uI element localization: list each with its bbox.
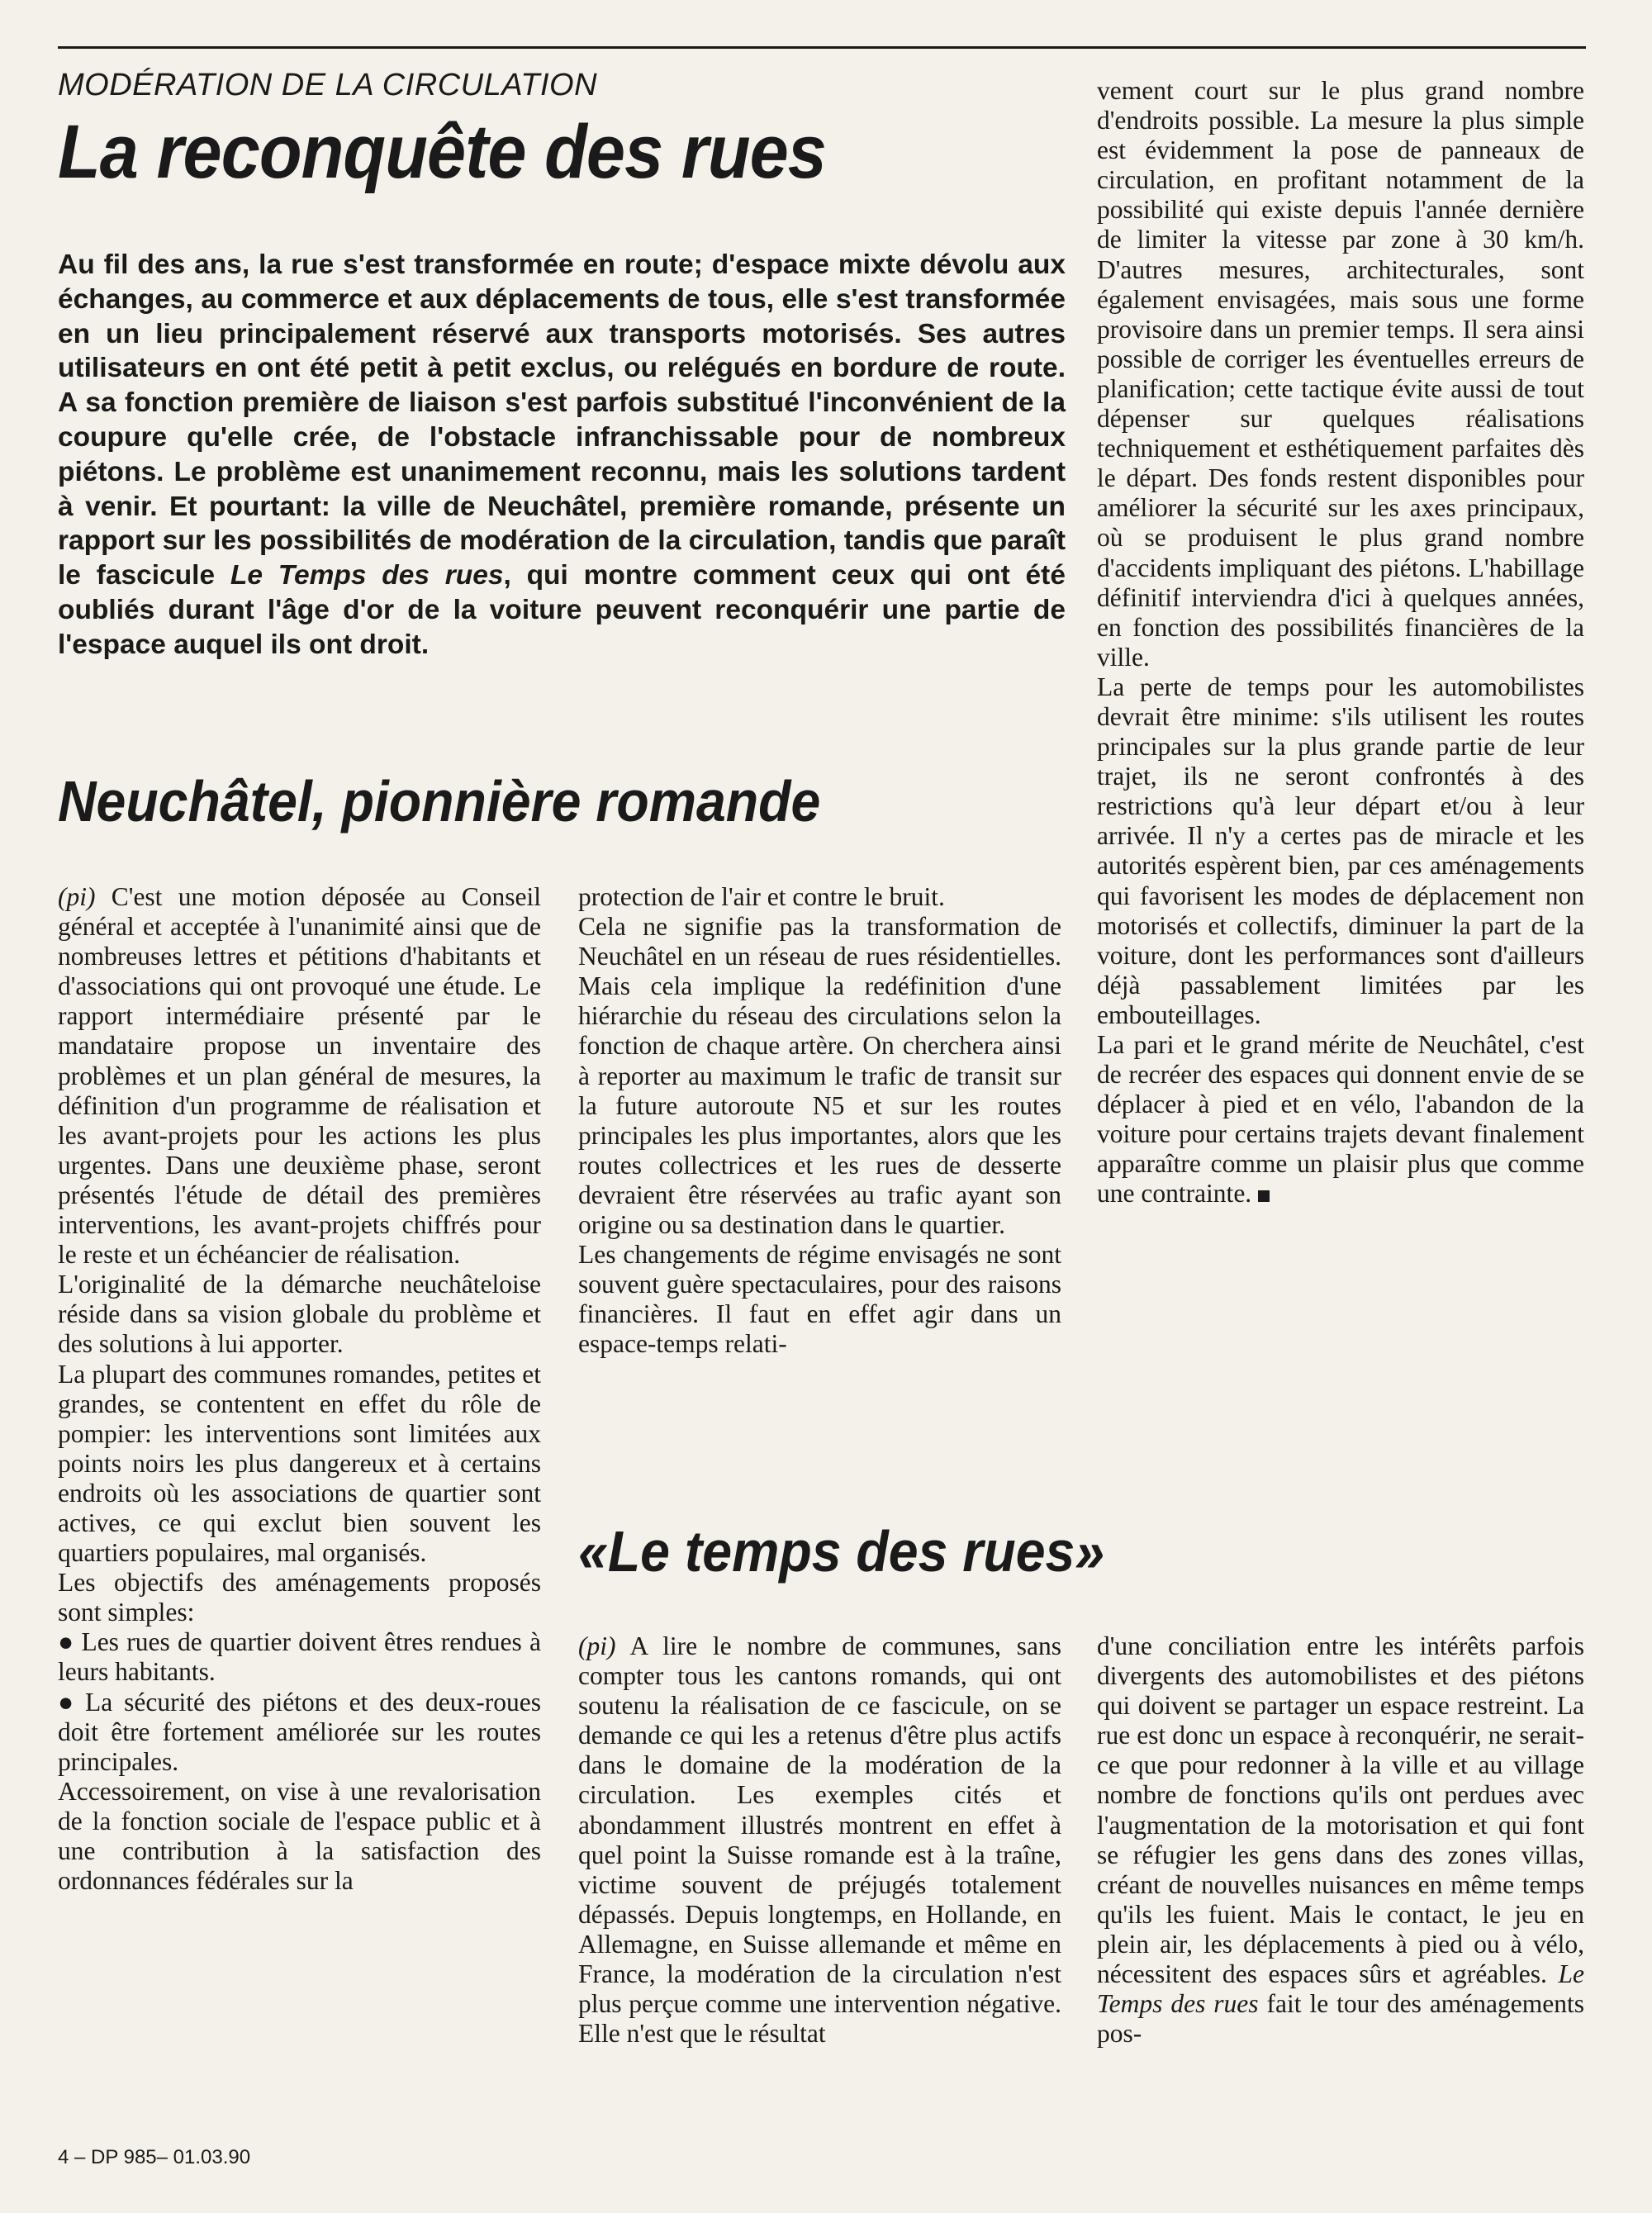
paragraph: vement court sur le plus grand nombre d'endroits possible. La mesure la plus simple est évidemment la pose de panneaux de circulation, en profitant notamment de la possibilité qui existe depuis l'année dernière de limiter la vitesse par zone à 30 km/h. D'autres mesures, architecturales, sont également envisagées, mais sous une forme provisoire dans un premier temps. Il sera ainsi possible de corriger les éventuelles erreurs de planification; cette tactique évite aussi de tout dépenser sur quelques réalisations techniquement et esthétiquement parfaites dès le départ. Des fonds restent disponibles pour améliorer la sécurité sur les axes principaux, où se produisent le plus grand nombre d'accidents impliquant des piétons. L'habillage définitif interviendra d'ici à quelques années, en fonction des possibilités financières de la ville. [1097,76,1584,672]
page-footer: 4 – DP 985– 01.03.90 [58,2146,251,2168]
paragraph: d'une conciliation entre les intérêts parfois divergents des automobilistes et des piétons qui doivent se partager un espace restreint. La rue est donc un espace à reconquérir, ne serait-ce que pour redonner à la ville et au village nombre de fonctions qu'ils ont perdues avec l'augmentation de la motorisation et qui font se réfugier les gens dans des zones villas, créant de nouvelles nuisances en même temps qu'ils les fuient. Mais le contact, le jeu en plein air, les déplacements à pied ou à vélo, nécessitent des espaces sûrs et agréables. Le Temps des rues fait le tour des aménagements pos- [1097,1631,1584,2049]
paragraph: Cela ne signifie pas la transformation de Neuchâtel en un réseau de rues résidentielles. Mais cela implique la redéfinition d'une hiérarchie du réseau des circulations selon la fonction de chaque artère. On cherchera ainsi à reporter au maximum le trafic de transit sur la future autoroute N5 et sur les routes principales les plus importantes, alors que les routes collectrices et les rues de desserte devraient être réservées au trafic ayant son origine ou sa destination dans le quartier. [578,912,1061,1240]
paragraph: (pi) C'est une motion déposée au Conseil général et acceptée à l'unanimité ainsi que de nombreuses lettres et pétitions d'habitants et d'associations qui ont provoqué une étude. Le rapport intermédiaire présenté par le mandataire propose un inventaire des problèmes et un plan général de mesures, la définition d'un programme de réalisation et les avant-projets pour les actions les plus urgentes. Dans une deuxième phase, seront présentés l'étude de détail des premières interventions, les avant-projets chiffrés pour le reste et un échéancier de réalisation. [58,882,541,1270]
paragraph: (pi) A lire le nombre de communes, sans compter tous les cantons romands, qui ont soutenu la réalisation de ce fascicule, on se demande ce qui les a retenus d'être plus actifs dans le domaine de la modération de la circulation. Les exemples cités et abondamment illustrés montrent en effet à quel point la Suisse romande est à la traîne, victime souvent de préjugés totalement dépassés. Depuis longtemps, en Hollande, en Allemagne, en Suisse allemande et même en France, la modération de la circulation n'est plus perçue comme une intervention négative. Elle n'est que le résultat [578,1631,1061,2049]
lead-paragraph [58,248,1066,662]
top-rule [58,46,1586,49]
bullet-icon: ● [58,1627,75,1657]
article2-column-3 [1097,1631,1584,2049]
article1-column-3 [1097,76,1584,1209]
bullet-item: ● Les rues de quartier doivent êtres rendues à leurs habitants. [58,1627,542,1687]
lead-text-a: Au fil des ans, la rue s'est transformée en route; d'espace mixte dévolu aux échanges, au commerce et aux déplacements de tous, elle s'est transformée en un lieu principalement réservé aux transports motorisés. Ses autres utilisateurs en ont été petit à petit exclus, ou relégués en bordure de route. A sa fonction première de liaison s'est parfois substitué l'inconvénient de la coupure qu'elle crée, de l'obstacle infranchissable pour de nombreux piétons. Le problème est unanimement reconnu, mais les solutions tardent à venir. Et pourtant: la ville de Neuchâtel, première romande, présente un rapport sur les possibilités de modération de la circulation, tandis que paraît le fascicule [58,249,1066,591]
article2-column-2 [578,1631,1061,2049]
bullet-icon: ● [58,1687,79,1717]
lead-text-b: , qui montre comment ceux qui ont été oubliés durant l'âge d'or de la voiture peuvent reconquérir une partie de l'espace auquel ils ont droit. [58,560,1066,660]
page-title: La reconquête des rues [58,110,826,194]
paragraph: Les changements de régime envisagés ne sont souvent guère spectaculaires, pour des raisons financières. Il faut en effet agir dans un espace-temps relati- [578,1240,1061,1359]
article1-column-2 [578,882,1061,1360]
paragraph: L'originalité de la démarche neuchâteloise réside dans sa vision globale du problème et des solutions à lui apporter. [58,1270,541,1359]
section-kicker: MODÉRATION DE LA CIRCULATION [58,68,598,102]
paragraph: La perte de temps pour les automobilistes devrait être minime: s'ils utilisent les routes principales sur la plus grande partie de leur trajet, ils ne seront confrontés à des restrictions qu'à leur départ et/ou à leur arrivée. Il n'y a certes pas de miracle et les autorités espèrent bien, par ces aménagements qui favorisent les modes de déplacement non motorisés et collectifs, diminuer la part de la voiture, dont les performances sont d'ailleurs déjà passablement limitées par les embouteillages. [1097,672,1584,1029]
lead-publication-title: Le Temps des rues [230,560,504,591]
paragraph: protection de l'air et contre le bruit. [578,882,945,911]
paragraph: Les objectifs des aménagements proposés sont simples: [58,1568,541,1627]
end-of-article-icon [1258,1190,1270,1202]
article1-heading: Neuchâtel, pionnière romande [58,769,821,833]
publication-title: Le Temps des rues [1097,1959,1584,2019]
paragraph: La plupart des communes romandes, petites et grandes, se contentent en effet du rôle de pompier: les interventions sont limitées aux points noirs les plus dangereux et à certains endroits où les associations de quartier sont actives, ce qui exclut bien souvent les quartiers populaires, mal organisés. [58,1359,541,1568]
article1-column-1 [58,882,541,1896]
author-tag: (pi) [578,1631,616,1660]
article2-heading: «Le temps des rues» [578,1519,1105,1584]
author-tag: (pi) [58,882,96,911]
bullet-item: ● La sécurité des piétons et des deux-roues doit être fortement améliorée sur les routes principales. [58,1687,541,1776]
paragraph: La pari et le grand mérite de Neuchâtel, c'est de recréer des espaces qui donnent envie de se déplacer à pied et en vélo, l'abandon de la voiture pour certains trajets devant finalement apparaître comme un plaisir plus que comme une contrainte. [1097,1030,1584,1209]
paragraph: Accessoirement, on vise à une revalorisation de la fonction sociale de l'espace public et à une contribution à la satisfaction des ordonnances fédérales sur la [58,1776,541,1896]
